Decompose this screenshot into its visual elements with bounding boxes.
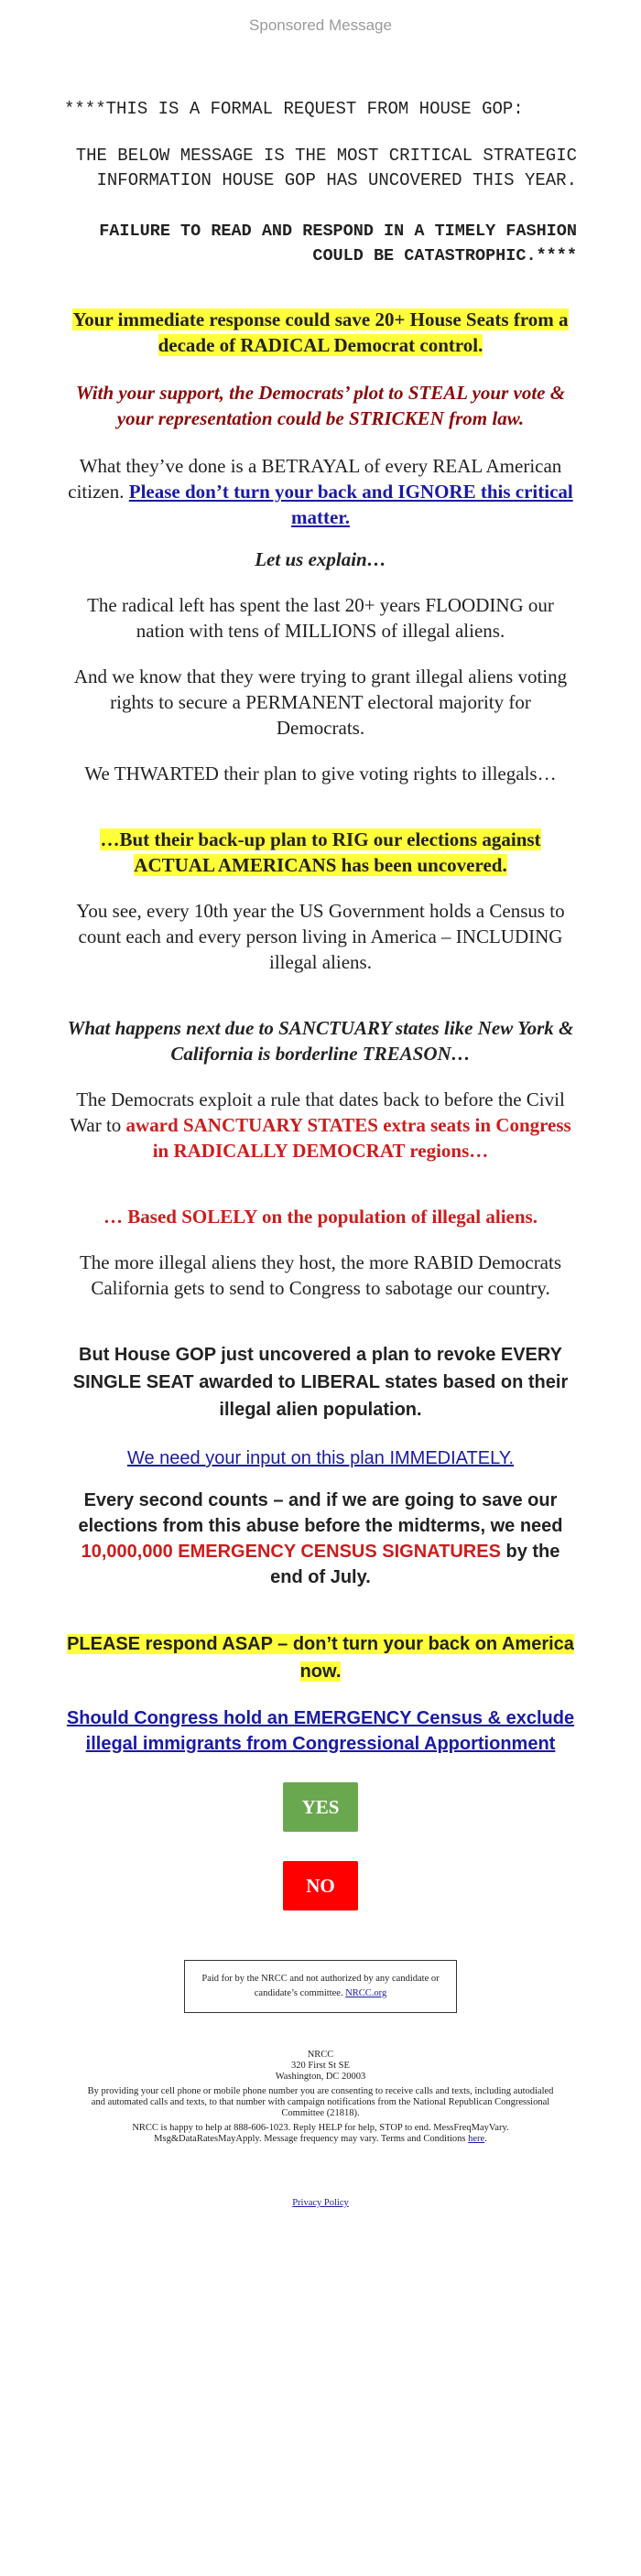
betrayal-text: What they’ve done is a BETRAYAL of every REAL American citizen. bbox=[68, 455, 562, 503]
every-second-text: Every second counts – and if we are going to save our elections from this abuse before the midterms, we need bbox=[78, 1490, 563, 1536]
paragraph-every-second bbox=[64, 1488, 577, 1590]
footer-org: NRCC bbox=[307, 2050, 334, 2060]
sponsored-label: Sponsored Message bbox=[249, 16, 392, 34]
nrcc-link[interactable]: NRCC.org bbox=[345, 1988, 387, 1998]
paragraph-respond-asap bbox=[64, 1630, 577, 1685]
census-signatures-red: 10,000,000 EMERGENCY CENSUS SIGNATURES bbox=[81, 1542, 501, 1562]
paragraph-save-seats bbox=[64, 307, 577, 358]
every-second-end: by the end of July. bbox=[270, 1542, 560, 1587]
survey-question-link[interactable]: Should Congress hold an EMERGENCY Census & exclude illegal immigrants from Congressional Apportionment bbox=[66, 1708, 575, 1754]
paragraph-flooding: The radical left has spent the last 20+ years FLOODING our nation with tens of MILLIONS of illegal aliens. bbox=[87, 594, 554, 642]
yes-button-wrap bbox=[64, 1782, 577, 1832]
footer-period: . bbox=[484, 2134, 487, 2144]
footer-help-text: NRCC is happy to help at 888-606-1023. Reply HELP for help, STOP to end. MessFreqMayVary. Msg&DataRatesMayApply. Message frequency may vary. Terms and Conditions bbox=[132, 2123, 509, 2144]
footer-privacy bbox=[82, 2198, 559, 2209]
paragraph-sanctuary: What happens next due to SANCTUARY states like New York & California is borderline TREASON… bbox=[67, 1017, 574, 1065]
yes-button[interactable]: YES bbox=[283, 1782, 358, 1832]
intro-line-2: THE BELOW MESSAGE IS THE MOST CRITICAL STRATEGIC INFORMATION HOUSE GOP HAS UNCOVERED THIS YEAR. bbox=[75, 146, 577, 190]
highlight-rig-elections: …But their back-up plan to RIG our elections against ACTUAL AMERICANS has been uncovered. bbox=[100, 828, 541, 876]
email-body bbox=[64, 97, 577, 2209]
highlight-respond-asap: PLEASE respond ASAP – don’t turn your back on America now. bbox=[67, 1634, 574, 1682]
paragraph-survey-question bbox=[64, 1705, 577, 1757]
paragraph-census: You see, every 10th year the US Government holds a Census to count each and every person living in America – INCLUDING illegal aliens. bbox=[76, 900, 565, 973]
intro-line-3: FAILURE TO READ AND RESPOND IN A TIMELY FASHION COULD BE CATASTROPHIC.**** bbox=[99, 222, 577, 265]
intro-line-1: ****THIS IS A FORMAL REQUEST FROM HOUSE GOP: bbox=[64, 99, 524, 119]
footer-consent: By providing your cell phone or mobile phone number you are consenting to receive calls and texts, including autodialed and automated calls and texts, to that number with campaign notifications from the National Republican Congressional Committee (21818). bbox=[87, 2086, 554, 2118]
paragraph-based-solely: … Based SOLELY on the population of illegal aliens. bbox=[103, 1206, 538, 1228]
footer bbox=[82, 2050, 559, 2209]
paragraph-plot-steal: With your support, the Democrats’ plot to STEAL your vote & your representation could be STRICKEN from law. bbox=[75, 382, 566, 429]
highlight-save-seats: Your immediate response could save 20+ House Seats from a decade of RADICAL Democrat control. bbox=[72, 308, 569, 356]
award-sanctuary-red: award SANCTUARY STATES extra seats in Congress in RADICALLY DEMOCRAT regions… bbox=[125, 1114, 571, 1162]
footer-address-2: Washington, DC 20003 bbox=[275, 2072, 366, 2082]
need-input-link[interactable]: We need your input on this plan IMMEDIATELY. bbox=[126, 1448, 515, 1468]
terms-link[interactable]: here bbox=[468, 2134, 485, 2144]
privacy-policy-link[interactable]: Privacy Policy bbox=[292, 2198, 349, 2208]
paragraph-voting-rights: And we know that they were trying to grant illegal aliens voting rights to secure a PERMANENT electoral majority for Democrats. bbox=[73, 666, 568, 739]
paid-for-disclaimer bbox=[184, 1960, 457, 2013]
paragraph-civil-war-rule bbox=[64, 1087, 577, 1164]
paragraph-rig-elections bbox=[64, 827, 577, 878]
paragraph-revoke-seats: But House GOP just uncovered a plan to revoke EVERY SINGLE SEAT awarded to LIBERAL states based on their illegal alien population. bbox=[72, 1345, 569, 1420]
no-button[interactable]: NO bbox=[283, 1861, 358, 1910]
footer-address-1: 320 First St SE bbox=[291, 2061, 350, 2071]
paragraph-need-input bbox=[64, 1445, 577, 1471]
footer-help bbox=[82, 2123, 559, 2145]
paragraph-let-us-explain: Let us explain… bbox=[255, 548, 386, 570]
paragraph-thwarted: We THWARTED their plan to give voting rights to illegals… bbox=[84, 763, 557, 785]
paragraph-betrayal bbox=[64, 453, 577, 530]
disclaimer-text: Paid for by the NRCC and not authorized by any candidate or candidate’s committee. bbox=[201, 1974, 440, 1998]
disclaimer-wrap bbox=[64, 1960, 577, 2013]
no-button-wrap bbox=[64, 1861, 577, 1910]
dont-ignore-link[interactable]: Please don’t turn your back and IGNORE this critical matter. bbox=[128, 481, 573, 528]
civil-war-text: The Democrats exploit a rule that dates back to before the Civil War to bbox=[70, 1088, 565, 1136]
paragraph-rabid-democrats: The more illegal aliens they host, the more RABID Democrats California gets to send to Congress to sabotage our country. bbox=[79, 1251, 562, 1299]
